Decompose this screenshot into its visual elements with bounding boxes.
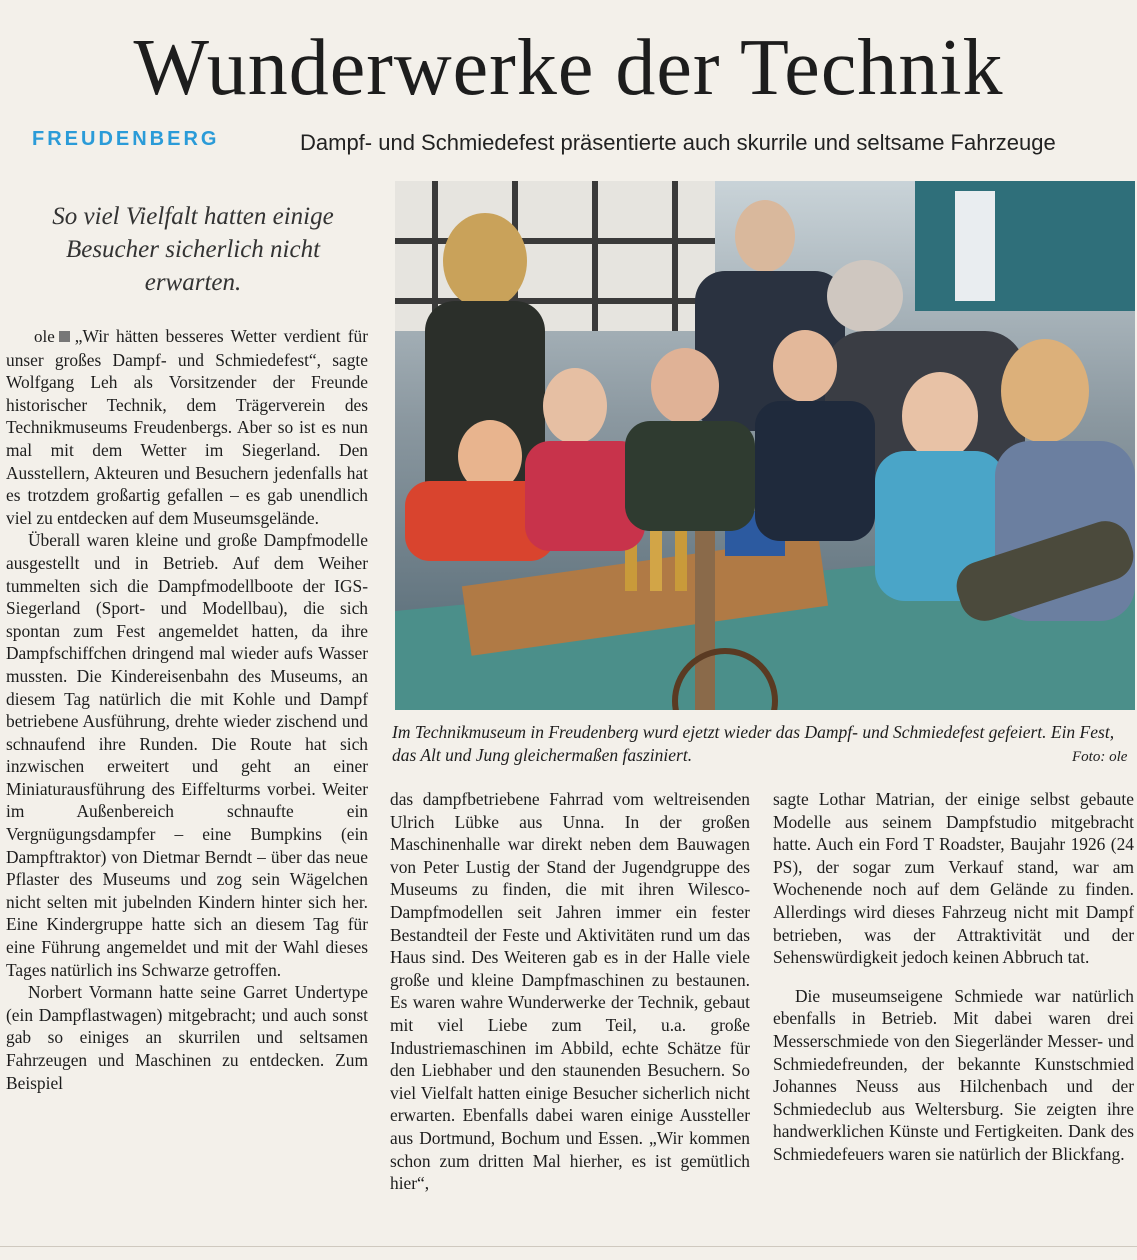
headline: Wunderwerke der Technik	[133, 24, 1004, 112]
location-kicker: FREUDENBERG	[32, 128, 220, 150]
paragraph-6: Die museumseigene Schmiede war natürlich ebenfalls in Betrieb. Mit dabei waren drei Messerschmiede von den Siegerländer Messer- und Schmiedefreunden, der bekannte Kunstschmied Johannes Neuss aus Hilchenbach und der Schmiedeclub aus Weltersburg. Sie zeigten ihre handwerklichen Künste und Fertigkeiten. Dank des Schmiedefeuers waren sie natürlich der Blickfang.	[773, 985, 1134, 1164]
paragraph-5: sagte Lothar Matrian, der einige selbst gebaute Modelle aus seinem Dampfstudio mitgebracht hatte. Auch ein Ford T Roadster, Baujahr 1926 (24 PS), der sogar zum Verkauf stand, war am Wochenende noch auf dem Gelände zu finden. Allerdings wird dieses Fahrzeug nicht mit Dampf betrieben, was der Attraktivität und der Sehenswürdigkeit jedoch keinen Abbruch tat.	[773, 789, 1134, 968]
article-column-3	[773, 788, 1134, 1166]
byline: ole	[34, 327, 55, 346]
article-column-1	[6, 325, 368, 1094]
museum-visitors-photo	[395, 181, 1135, 710]
article-photo	[395, 181, 1135, 710]
photo-caption: Im Technikmuseum in Freudenberg wurd ejetzt wieder das Dampf- und Schmiedefest gefeiert. Ein Fest, das Alt und Jung gleichermaßen fasziniert.	[392, 722, 1115, 765]
paragraph-3: Norbert Vormann hatte seine Garret Undertype (ein Dampflastwagen) mitgebracht; und auch sonst gab so einiges an skurrilen und seltsamen Fahrzeugen und Maschinen zu entdecken. Zum Beispiel	[6, 982, 368, 1093]
subheadline: Dampf- und Schmiedefest präsentierte auch skurrile und seltsame Fahrzeuge	[300, 130, 1056, 155]
photo-credit: Foto: ole	[1072, 749, 1128, 765]
paragraph-1	[6, 325, 368, 529]
article-column-2	[390, 788, 750, 1195]
page-bottom-rule	[0, 1246, 1137, 1247]
teaser-quote: So viel Vielfalt hatten einige Besucher sicherlich nicht erwarten.	[52, 203, 334, 296]
paragraph-4: das dampfbetriebene Fahrrad vom weltreisenden Ulrich Lübke aus Unna. In der großen Maschinenhalle war direkt neben dem Bauwagen von Peter Lustig der Stand der Jugendgruppe des Museums zu finden, die mit ihren Wilesco-Dampfmodellen seit Jahren immer ein fester Bestandteil der Feste und Aktivitäten rund um das Haus sind. Des Weiteren gab es in der Halle viele große und kleine Dampfmaschinen zu bestaunen. Es waren wahre Wunderwerke der Technik, gebaut mit viel Liebe zum Teil, u.a. große Industriemaschinen im Abbild, echte Schätze für den Liebhaber und den staunenden Besuchern. So viel Vielfalt hatten einige Besucher sicherlich nicht erwarten. Ebenfalls dabei waren einige Aussteller aus Dortmund, Bochum und Essen. „Wir kommen schon zum dritten Mal hierher, es ist gemütlich hier“,	[390, 789, 750, 1194]
separator-square-icon	[59, 331, 70, 342]
paragraph-1-text: „Wir hätten besseres Wetter verdient für unser großes Dampf- und Schmiedefest“, sagte Wolfgang Leh als Vorsitzender der Freunde historischer Technik, dem Trägerverein des Technikmuseums Freudenbergs. Aber so ist es nun mal mit dem Wetter im Siegerland. Den Ausstellern, Akteuren und Besuchern jedenfalls hat es trotzdem großartig gefallen – es gab unendlich viel zu entdecken auf dem Museumsgelände.	[6, 326, 368, 528]
paragraph-2: Überall waren kleine und große Dampfmodelle ausgestellt und in Betrieb. Auf dem Weiher tummelten sich die Dampfmodellboote der IGS-Siegerland (Sport- und Modellbau), die sich spontan zum Fest angemeldet hatten, da ihre Dampfschiffchen dringend mal wieder aufs Wasser mussten. Die Kindereisenbahn des Museums, an diesem Tag natürlich die mit Kohle und Dampf betriebene Ausführung, drehte wieder zischend und schnaufend ihre Runden. Die Route hat sich inzwischen erweitert und geht an einer Miniaturausführung des Eiffelturms vorbei. Weiter im Außenbereich schnaufte ein Vergnügungsdampfer – eine Bumpkins (ein Dampftraktor) von Dietmar Berndt – über das neue Pflaster des Museums und zog sein Wägelchen nicht selten mit jubelnden Kindern hinter sich her. Eine Kindergruppe hatte sich an diesem Tag für eine Führung angemeldet und mit der Wahl dieses Tages natürlich ins Schwarze getroffen.	[6, 530, 368, 980]
